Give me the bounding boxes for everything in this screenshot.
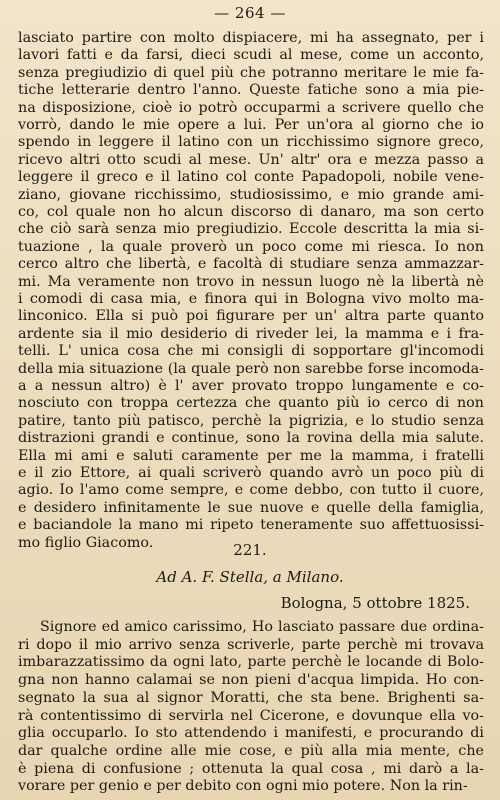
text-line: tuazione , la quale proverò un poco come mi riesca. Io non [18,238,484,255]
text-line: della mia situazione (la quale però non sarebbe forse incomoda- [18,360,484,377]
text-line: che ciò sarà senza mio pregiudizio. Eccole descritta la mia si- [18,221,484,238]
text-line: spendo in leggere il latino con un ricchissimo signore greco, [18,134,484,151]
text-line: linconico. Ella si può poi figurare per un' altra parte quanto [18,308,484,325]
page-number: — 264 — [214,4,286,22]
text-line: ardente sia il mio desiderio di riveder lei, la mamma e i fra- [18,325,484,342]
text-line: imbarazzatissimo da ogni lato, parte perchè le locande di Bolo- [18,654,484,671]
text-line: ziano, giovane ricchissimo, studiosissimo, e mio grande ami- [18,186,484,203]
text-line: Signore ed amico carissimo, Ho lasciato passare due ordina- [40,619,484,635]
text-line: nosciuto con troppa certezza che quanto più io cerco di non [18,395,484,412]
text-line: telli. L' unica cosa che mi consigli di sopportare gl'incomodi [18,343,484,360]
text-line: senza pregiudizio di quel più che potranno meritare le mie fa- [18,64,484,81]
text-line: lavori fatti e da farsi, dieci scudi al mese, come un acconto, [18,47,484,64]
text-line: e il zio Ettore, ai quali scriverò quando avrò un poco più di [18,465,484,481]
text-line: a a nessun altro) è l' aver provato troppo lungamente e co- [18,378,484,394]
letter-dateline: Bologna, 5 ottobre 1825. [280,594,470,612]
text-line: è piena di confusione ; ottenuta la qual cosa , mi darò a la- [18,760,484,777]
text-line: e desidero infinitamente le sue nuove e quelle della famiglia, [18,499,484,516]
text-line: ricevo altri otto scudi al mese. Un' altr' ora e mezza passo a [18,151,484,168]
text-line: ri dopo il mio arrivo senza scriverle, parte perchè mi trovava [18,636,484,653]
text-line: lasciato partire con molto dispiacere, mi ha assegnato, per i [18,30,484,46]
text-line: na disposizione, cioè io potrò occuparmi a scrivere quello che [18,99,484,116]
text-line: gna non hanno calamai se non pieni d'acqua limpida. Ho con- [18,672,484,689]
text-line: co, col quale non ho alcun discorso di danaro, ma son certo [18,204,484,220]
text-line: cerco altro che libertà, e facoltà di studiare senza ammazzar- [18,256,484,273]
text-line: leggere il greco e il latino col conte Papadopoli, nobile vene- [18,169,484,186]
text-line: segnato la sua al signor Moratti, che sta bene. Brighenti sa- [18,689,484,706]
text-line: mi. Ma veramente non trovo in nessun luogo nè la libertà nè [18,273,484,290]
text-line: agio. Io l'amo come sempre, e come debbo, con tutto il cuore, [18,482,484,499]
text-line: distrazioni grandi e continue, sono la rovina della mia salute. [18,430,484,447]
text-line: e baciandole la mano mi ripeto teneramente suo affettuosissi- [18,517,484,534]
text-line: Ella mi ami e saluti caramente per me la mamma, i fratelli [18,447,484,464]
text-line: tiche letterarie dentro l'anno. Queste fatiche sono a mia pie- [18,82,484,99]
text-line: patire, tanto più patisco, perchè la pigrizia, e lo studio senza [18,412,484,429]
text-line: dar qualche ordine alle mie cose, e più alla mia mente, che [18,742,484,759]
letter-number: 221. [233,541,267,559]
text-line: rà contentissimo di servirla nel Cicerone, e dovunque ella vo- [18,707,484,724]
text-line: mo figlio Giacomo. [18,534,154,551]
text-line: vorrò, dando le mie opere a lui. Per un'ora al giorno che io [18,117,484,133]
letter-heading: Ad A. F. Stella, a Milano. [156,568,344,586]
text-line: vorare per genio e per debito con ogni mio potere. Non la rin- [18,778,468,795]
text-line: i comodi di casa mia, e finora qui in Bologna vivo molto ma- [18,291,484,307]
text-line: glia occuparlo. Io sto attendendo i manifesti, e procurando di [18,725,484,742]
